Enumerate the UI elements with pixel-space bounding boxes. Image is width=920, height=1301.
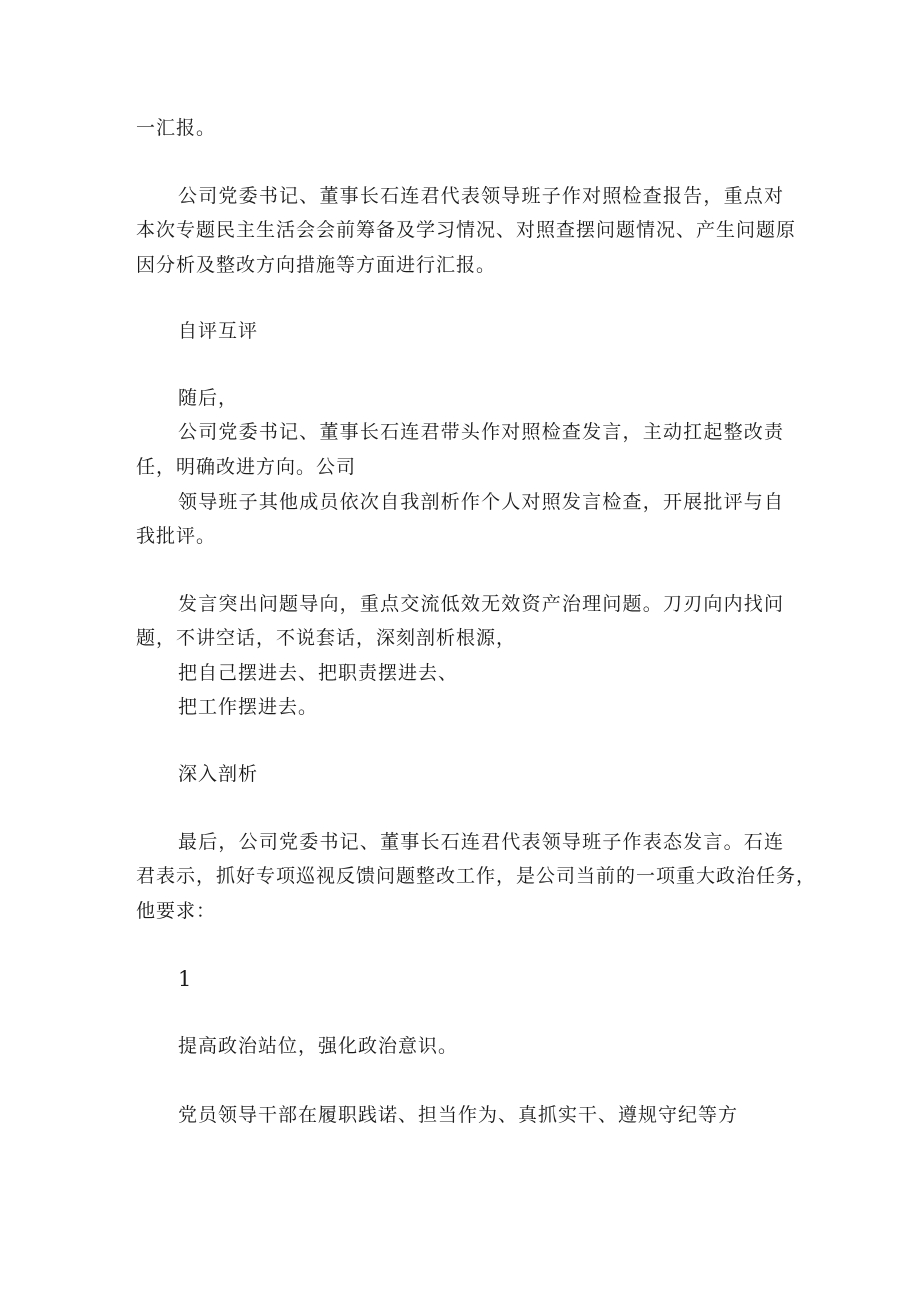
paragraph-line: 党员领导干部在履职践诺、担当作为、真抓实干、遵规守纪等方 [178,1104,739,1126]
paragraph-line: 本次专题民主生活会会前筹备及学习情况、对照查摆问题情况、产生问题原 [136,219,797,241]
paragraph-line: 发言突出问题导向，重点交流低效无效资产治理问题。刀刃向内找问 [178,593,784,615]
paragraph-line: 一汇报。 [136,117,217,139]
paragraph-line: 最后，公司党委书记、董事长石连君代表领导班子作表态发言。石连 [178,831,784,853]
paragraph-line: 领导班子其他成员依次自我剖析作个人对照发言检查，开展批评与自 [178,491,784,513]
section-heading: 深入剖析 [178,763,259,785]
paragraph-line: 把自己摆进去、把职责摆进去、 [178,662,459,684]
paragraph-line: 君表示，抓好专项巡视反馈问题整改工作，是公司当前的一项重大政治任务， [136,865,817,887]
paragraph-line: 把工作摆进去。 [178,696,319,718]
section-heading: 自评互评 [178,320,259,342]
paragraph-line: 题，不讲空话，不说套话，深刻剖析根源， [136,627,517,649]
list-number: 1 [178,967,193,991]
paragraph-line: 随后， [178,387,239,409]
paragraph-line: 我批评。 [136,525,217,547]
paragraph-line: 公司党委书记、董事长石连君带头作对照检查发言，主动扛起整改责 [178,421,784,443]
paragraph-line: 他要求： [136,900,217,922]
paragraph-line: 任，明确改进方向。公司 [136,456,357,478]
paragraph-line: 提高政治站位，强化政治意识。 [178,1035,459,1057]
paragraph-line: 公司党委书记、董事长石连君代表领导班子作对照检查报告，重点对 [178,185,784,207]
paragraph-line: 因分析及整改方向措施等方面进行汇报。 [136,254,497,276]
